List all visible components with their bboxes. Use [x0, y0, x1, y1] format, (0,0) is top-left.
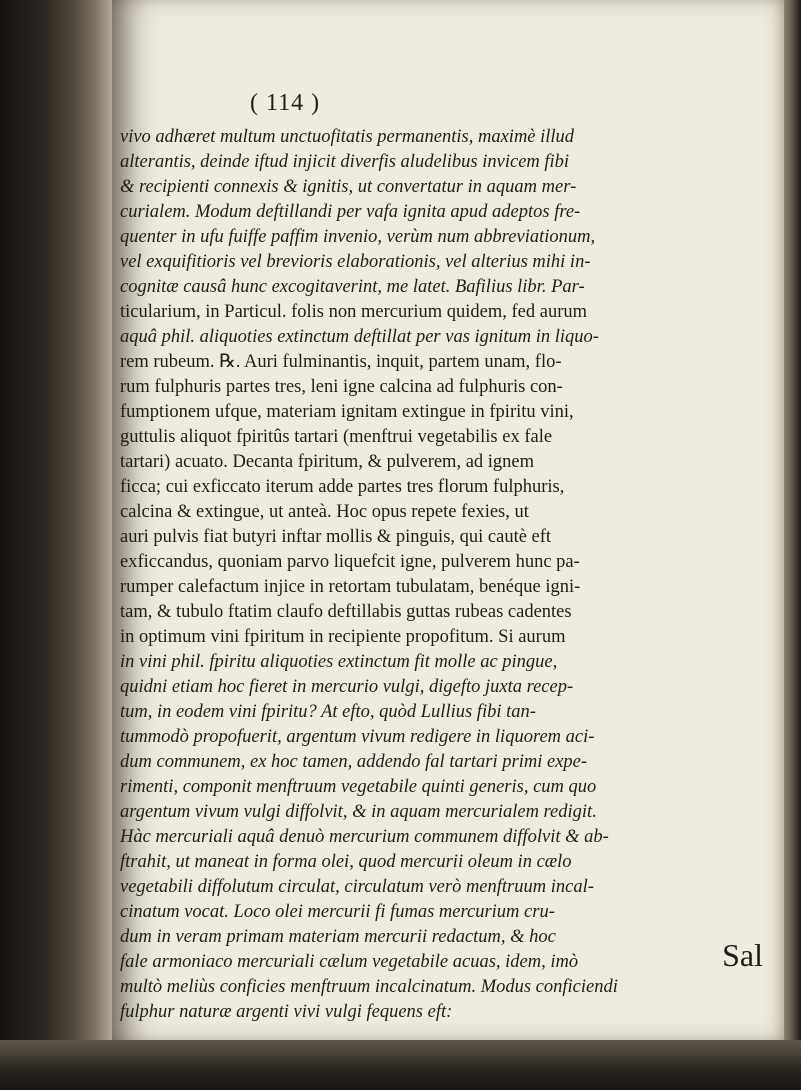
text-line: fumptionem ufque, materiam ignitam extingue in fpiritu vini,: [120, 402, 574, 422]
text-line: & recipienti connexis & ignitis, ut convertatur in aquam mer-: [120, 177, 577, 197]
text-line: exficcandus, quoniam parvo liquefcit igne, pulverem hunc pa-: [120, 552, 580, 572]
text-line: guttulis aliquot fpiritûs tartari (menftrui vegetabilis ex fale: [120, 427, 553, 447]
text-line: ticularium, in Particul. folis non mercurium quidem, fed aurum: [120, 302, 588, 322]
text-line: tam, & tubulo ftatim claufo deftillabis guttas rubeas cadentes: [120, 602, 572, 622]
text-line: rimenti, componit menftruum vegetabile quinti generis, cum quo: [120, 777, 597, 797]
text-line: cognitæ causâ hunc excogitaverint, me latet. Bafilius libr. Par-: [120, 277, 585, 297]
text-line: tartari) acuato. Decanta fpiritum, & pulverem, ad ignem: [120, 452, 535, 472]
text-line: rum fulphuris partes tres, leni igne calcina ad fulphuris con-: [120, 377, 563, 397]
text-line: vel exquifitioris vel brevioris elaborationis, vel alterius mihi in-: [120, 252, 591, 272]
catchword: Sal: [722, 937, 763, 973]
text-line: tum, in eodem vini fpiritu? At efto, quòd Lullius fibi tan-: [120, 702, 536, 722]
text-line: fulphur naturæ argenti vivi vulgi fequens eft:: [120, 1002, 453, 1022]
text-line: in vini phil. fpiritu aliquoties extinctum fit molle ac pingue,: [120, 652, 558, 672]
text-line: dum communem, ex hoc tamen, addendo fal tartari primi expe-: [120, 752, 588, 772]
text-line: in optimum vini fpiritum in recipiente propofitum. Si aurum: [120, 627, 566, 647]
text-line: vegetabili diffolutum circulat, circulatum verò menftruum incal-: [120, 877, 594, 897]
text-line: quidni etiam hoc fieret in mercurio vulgi, digefto juxta recep-: [120, 677, 574, 697]
page-number: ( 114 ): [250, 90, 321, 116]
text-line: Hàc mercuriali aquâ denuò mercurium communem diffolvit & ab-: [120, 827, 609, 847]
body-text: [120, 125, 770, 1025]
text-line: fale armoniaco mercuriali cælum vegetabile acuas, idem, imò: [120, 952, 579, 972]
text-line: auri pulvis fiat butyri inftar mollis & pinguis, qui cautè eft: [120, 527, 552, 547]
text-line: argentum vivum vulgi diffolvit, & in aquam mercurialem redigit.: [120, 802, 597, 822]
text-line: tummodò propofuerit, argentum vivum redigere in liquorem aci-: [120, 727, 595, 747]
text-line: rumper calefactum injice in retortam tubulatam, benéque igni-: [120, 577, 581, 597]
text-line: cinatum vocat. Loco olei mercurii fi fumas mercurium cru-: [120, 902, 555, 922]
text-line: dum in veram primam materiam mercurii redactum, & hoc: [120, 927, 556, 947]
text-line: ftrahit, ut maneat in forma olei, quod mercurii oleum in cælo: [120, 852, 572, 872]
text-line: quenter in ufu fuiffe paffim invenio, verùm num abbreviationum,: [120, 227, 596, 247]
text-line: calcina & extingue, ut anteà. Hoc opus repete fexies, ut: [120, 502, 529, 522]
text-line: multò meliùs conficies menftruum incalcinatum. Modus conficiendi: [120, 977, 618, 997]
text-line: ficca; cui exficcato iterum adde partes tres florum fulphuris,: [120, 477, 565, 497]
page-bottom-shadow: [0, 1040, 801, 1090]
text-line: rem rubeum. ℞. Auri fulminantis, inquit, partem unam, flo-: [120, 352, 562, 372]
text-line: vivo adhæret multum unctuofitatis permanentis, maximè illud: [120, 127, 575, 147]
text-line: alterantis, deinde iftud injicit diverfis aludelibus invicem fibi: [120, 152, 570, 172]
text-line: aquâ phil. aliquoties extinctum deftillat per vas ignitum in liquo-: [120, 327, 599, 347]
text-line: curialem. Modum deftillandi per vafa ignita apud adeptos fre-: [120, 202, 581, 222]
